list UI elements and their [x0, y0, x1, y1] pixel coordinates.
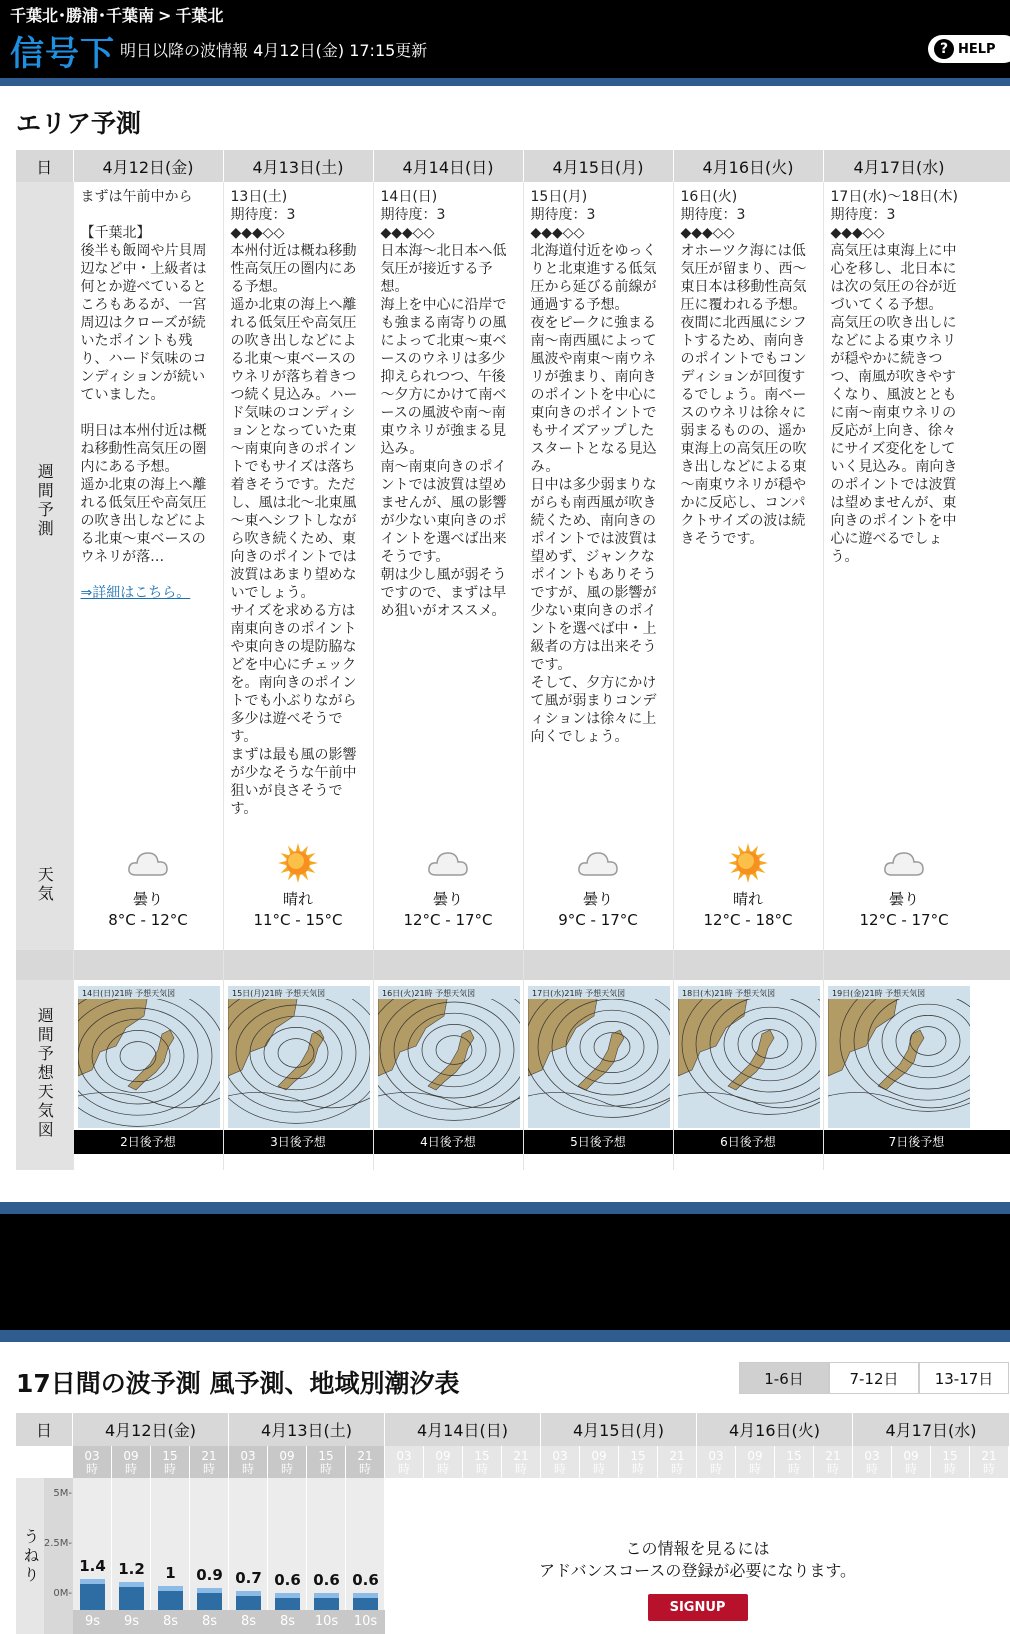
wave-forecast-title: 17日間の波予測 風予測、地域別潮汐表 [16, 1369, 460, 1398]
svg-text:14日(日)21時 予想天気図: 14日(日)21時 予想天気図 [81, 989, 175, 998]
breadcrumb-region-link[interactable]: 千葉北･勝浦･千葉南 [10, 6, 155, 25]
swell-bar [353, 1593, 378, 1610]
swell-column [229, 1478, 268, 1634]
weather-map-caption: 6日後予想 [674, 1130, 823, 1154]
weather-text: 曇り [432, 890, 463, 908]
forecast-text: 15日(月) 期待度：3 ◆◆◆◇◇ 北海道付近をゆっくりと北東進する低気圧から延びる前線が通過する予想。 夜をピークに強まる南～南西風によって風波や南東～南ウネリが強まり、南向きのポイントを中心に東向きのポイントでもサイズアップしたスタートとなる見込み。 日中は多少弱まりながらも南西風が吹き続くため、南向きのポイントでは波質は望めず、ジャンクなポイントもありそうですが、風の影響が少ない東向きのポイントを選べば中・上級者の方は出来そうです。 そして、夕方にかけて風が弱まりコンディションは徐々に上向くでしょう。 [523, 182, 673, 824]
sun-icon [276, 843, 320, 883]
svg-text:18日(木)21時 予想天気図: 18日(木)21時 予想天気図 [681, 989, 775, 998]
date-header: 4月15日(月) [541, 1413, 697, 1446]
weekly-forecast-row [16, 182, 1010, 824]
forecast-text: 13日(土) 期待度：3 ◆◆◆◇◇ 本州付近は概ね移動性高気圧の圏内にある予想。 遥か北東の海上へ離れる低気圧や高気圧の吹き出しなどによる北東～東ベースのウネリが落ち着きつつ続く見込み。ハード気味のコンディションとなっていた東～南東向きのポイントでもサイズは落ち着きそうです。ただし、風は北～北東風～東へシフトしながら吹き続くため、東向きのポイントでは波質はあまり望めないでしょう。 サイズを求める方は南東向きのポイントや東向きの堤防脇などを中心にチェックを。南向きのポイントでも小ぶりながら多少は遊べそうです。 まずは最も風の影響が少なそうな午前中狙いが良さそうです。 [223, 182, 373, 824]
weather-map-caption: 3日後予想 [224, 1130, 373, 1154]
weather-map-row [16, 980, 1010, 1170]
hour-header: 21 時 [502, 1446, 541, 1478]
weather-cell [223, 824, 373, 950]
hour-header: 15 時 [307, 1446, 346, 1478]
locked-message: この情報を見るには アドバンスコースの登録が必要になります。 [538, 1539, 857, 1580]
forecast-text: 14日(日) 期待度：3 ◆◆◆◇◇ 日本海～北日本へ低気圧が接近する予想。 海上を中心に沿岸でも強まる南寄りの風によって北東～東ベースのウネリは多少抑えられつつ、午後～夕方にかけて南ベースの風波や南～南東ウネリが強まる見込み。 南～南東向きのポイントでは波質は望めませんが、風の影響が少ない東向きのポイントを選べば出来そうです。 朝は少し風が弱そうですので、まずは早め狙いがオススメ。 [373, 182, 523, 824]
date-header: 4月12日(金) [73, 150, 223, 182]
date-header: 4月16日(火) [673, 150, 823, 182]
hour-header: 15 時 [775, 1446, 814, 1478]
weather-cell [73, 824, 223, 950]
weekly-forecast-label: 週間予測 [16, 182, 73, 824]
swell-bar [158, 1586, 183, 1610]
detail-link[interactable]: ⇒詳細はこちら。 [80, 585, 191, 601]
date-header: 4月12日(金) [73, 1413, 229, 1446]
weather-map-image [378, 986, 520, 1128]
signup-button[interactable]: SIGNUP [648, 1594, 748, 1621]
swell-height-label: 0.9 [196, 1565, 223, 1584]
hour-header: 21 時 [970, 1446, 1009, 1478]
svg-text:16日(火)21時 予想天気図: 16日(火)21時 予想天気図 [381, 989, 475, 998]
date-header: 4月13日(土) [229, 1413, 385, 1446]
area-forecast-title: エリア予測 [16, 109, 142, 138]
swell-height-label: 1 [165, 1564, 176, 1582]
hour-header: 03 時 [73, 1446, 112, 1478]
cloud-icon [426, 843, 470, 883]
forecast-text: 16日(火) 期待度：3 ◆◆◆◇◇ オホーツク海には低気圧が留まり、西～東日本は移動性高気圧に覆われる予想。 夜間に北西風にシフトするため、南向きのポイントでもコンディションが回復するでしょう。南ベースのウネリは徐々に弱まるものの、遥か東海上の高気圧の吹き出しなどによる東～南東ウネリが穏やかに反応し、コンパクトサイズの波は続きそうです。 [673, 182, 823, 824]
swell-bar [80, 1579, 105, 1610]
update-info: 明日以降の波情報 4月12日(金) 17:15更新 [120, 41, 428, 60]
hour-header: 03 時 [385, 1446, 424, 1478]
date-header: 4月15日(月) [523, 150, 673, 182]
weather-map-image [828, 986, 970, 1128]
swell-period-label: 9s [73, 1610, 112, 1634]
ad-banner-area [0, 1214, 1010, 1330]
swell-column [190, 1478, 229, 1634]
weather-row [16, 824, 1010, 950]
weather-cell [373, 824, 523, 950]
tab-7-12[interactable]: 7-12日 [829, 1362, 919, 1394]
cloud-icon [576, 843, 620, 883]
hour-header: 03 時 [541, 1446, 580, 1478]
swell-period-label: 10s [307, 1610, 346, 1634]
hour-header: 15 時 [931, 1446, 970, 1478]
swell-chart [16, 1478, 1010, 1634]
weather-map-caption: 2日後予想 [74, 1130, 223, 1154]
svg-text:17日(水)21時 予想天気図: 17日(水)21時 予想天気図 [531, 989, 625, 998]
swell-period-label: 8s [229, 1610, 268, 1634]
weather-map-cell[interactable] [673, 980, 823, 1170]
date-header: 4月16日(火) [697, 1413, 853, 1446]
weather-map-cell[interactable] [73, 980, 223, 1170]
temperature-text: 12°C - 17°C [403, 911, 493, 929]
weather-map-cell[interactable] [523, 980, 673, 1170]
weather-map-label: 週間予想天気図 [16, 980, 73, 1170]
swell-bar [236, 1591, 261, 1610]
temperature-text: 12°C - 18°C [703, 911, 793, 929]
height-scale [44, 1478, 73, 1634]
svg-text:19日(金)21時 予想天気図: 19日(金)21時 予想天気図 [831, 989, 925, 998]
wave-date-header [16, 1413, 1010, 1446]
period-tabs [739, 1362, 1009, 1394]
swell-bar [197, 1588, 222, 1610]
swell-height-label: 1.4 [79, 1556, 106, 1575]
tab-13-17[interactable]: 13-17日 [919, 1362, 1009, 1394]
temperature-text: 12°C - 17°C [859, 911, 949, 929]
svg-text:15日(月)21時 予想天気図: 15日(月)21時 予想天気図 [231, 989, 325, 998]
weather-cell [523, 824, 673, 950]
forecast-text: 17日(水)～18日(木) 期待度：3 ◆◆◆◇◇ 高気圧は東海上に中心を移し、北日本には次の気圧の谷が近づいてくる予想。 高気圧の吹き出しになどによる東ウネリが穏やかに続きつつ、南風が吹きやすくなり、風波とともに南～南東ウネリの反応が上向き、徐々にサイズ変化をしていく見込み。南向きのポイントでは波質は望めませんが、東向きのポイントを中心に遊べるでしょう。 [823, 182, 1010, 824]
swell-height-label: 0.6 [274, 1571, 301, 1590]
signal-status: 信号下 [10, 34, 115, 74]
weather-text: 曇り [132, 890, 163, 908]
swell-period-label: 8s [190, 1610, 229, 1634]
weather-map-caption: 5日後予想 [524, 1130, 673, 1154]
question-icon: ? [934, 39, 954, 59]
weather-map-image [528, 986, 670, 1128]
date-header: 4月17日(水) [823, 150, 1010, 182]
swell-bar [314, 1593, 339, 1610]
hour-header: 09 時 [112, 1446, 151, 1478]
hour-header: 09 時 [268, 1446, 307, 1478]
weather-map-caption: 7日後予想 [824, 1130, 1010, 1154]
hour-header: 09 時 [424, 1446, 463, 1478]
tab-1-6[interactable]: 1-6日 [739, 1362, 829, 1394]
swell-height-label: 1.2 [118, 1560, 145, 1579]
hour-header: 09 時 [892, 1446, 931, 1478]
weather-label: 天気 [16, 824, 73, 950]
date-header: 4月13日(土) [223, 150, 373, 182]
separator-row [16, 950, 1010, 980]
hour-header: 21 時 [814, 1446, 853, 1478]
swell-height-label: 0.6 [352, 1571, 379, 1590]
weather-map-caption: 4日後予想 [374, 1130, 523, 1154]
swell-bar [275, 1593, 300, 1610]
divider-bar [0, 1202, 1010, 1214]
page-header [0, 0, 1010, 78]
date-header: 4月17日(水) [853, 1413, 1010, 1446]
weather-text: 曇り [889, 890, 920, 908]
swell-column [307, 1478, 346, 1634]
breadcrumb-current: 千葉北 [175, 6, 224, 25]
weather-map-cell[interactable] [223, 980, 373, 1170]
weather-cell [673, 824, 823, 950]
date-header-row [16, 150, 1010, 182]
help-button[interactable] [928, 35, 1010, 63]
hour-header: 21 時 [658, 1446, 697, 1478]
swell-period-label: 10s [346, 1610, 385, 1634]
area-forecast-table [16, 150, 1010, 1170]
swell-period-label: 9s [112, 1610, 151, 1634]
locked-content [385, 1478, 1010, 1634]
divider-bar [0, 78, 1010, 86]
day-label: 日 [16, 150, 73, 182]
swell-column [73, 1478, 112, 1634]
swell-period-label: 8s [268, 1610, 307, 1634]
swell-bars [73, 1478, 385, 1634]
hour-header: 03 時 [229, 1446, 268, 1478]
temperature-text: 11°C - 15°C [253, 911, 343, 929]
swell-height-label: 0.7 [235, 1569, 262, 1588]
weather-map-cell[interactable] [373, 980, 523, 1170]
hour-header-row [73, 1446, 1009, 1478]
temperature-text: 8°C - 12°C [108, 911, 188, 929]
hour-header: 21 時 [346, 1446, 385, 1478]
weather-text: 晴れ [732, 890, 763, 908]
hour-header: 15 時 [463, 1446, 502, 1478]
weather-cell [823, 824, 1010, 950]
weather-map-image [678, 986, 820, 1128]
cloud-icon [126, 843, 170, 883]
weather-map-image [228, 986, 370, 1128]
scale-label: 5M- [53, 1488, 72, 1499]
hour-header: 21 時 [190, 1446, 229, 1478]
breadcrumb [10, 3, 223, 26]
hour-header: 03 時 [697, 1446, 736, 1478]
weather-text: 曇り [582, 890, 613, 908]
weather-map-image [78, 986, 220, 1128]
forecast-text: まずは午前中から 【千葉北】 後半も飯岡や片貝周辺など中・上級者は何とか遊べているところもあるが、一宮周辺はクローズが続いたポイントも残り、ハード気味のコンディションが続いていました。 明日は本州付近は概ね移動性高気圧の圏内にある予想。 遥か北東の海上へ離れる低気圧や高気圧の吹き出しなどによる北東～東ベースのウネリが落… ⇒詳細はこちら。 [73, 182, 223, 824]
sun-icon [726, 843, 770, 883]
scale-label: 2.5M- [43, 1538, 72, 1549]
cloud-icon [882, 843, 926, 883]
swell-column [268, 1478, 307, 1634]
date-header: 4月14日(日) [373, 150, 523, 182]
divider-bar [0, 1330, 1010, 1342]
swell-period-label: 8s [151, 1610, 190, 1634]
breadcrumb-separator: > [158, 6, 172, 25]
scale-label: 0M- [53, 1588, 72, 1599]
hour-header: 09 時 [580, 1446, 619, 1478]
hour-header: 15 時 [619, 1446, 658, 1478]
day-label: 日 [16, 1413, 73, 1446]
weather-text: 晴れ [282, 890, 313, 908]
swell-label: うねり [16, 1478, 44, 1634]
swell-column [112, 1478, 151, 1634]
swell-column [346, 1478, 385, 1634]
swell-column [151, 1478, 190, 1634]
swell-height-label: 0.6 [313, 1571, 340, 1590]
weather-map-cell[interactable] [823, 980, 1010, 1170]
date-header: 4月14日(日) [385, 1413, 541, 1446]
help-label: HELP [958, 41, 996, 57]
swell-bar [119, 1582, 144, 1610]
hour-header: 09 時 [736, 1446, 775, 1478]
hour-header: 15 時 [151, 1446, 190, 1478]
hour-header: 03 時 [853, 1446, 892, 1478]
temperature-text: 9°C - 17°C [558, 911, 638, 929]
